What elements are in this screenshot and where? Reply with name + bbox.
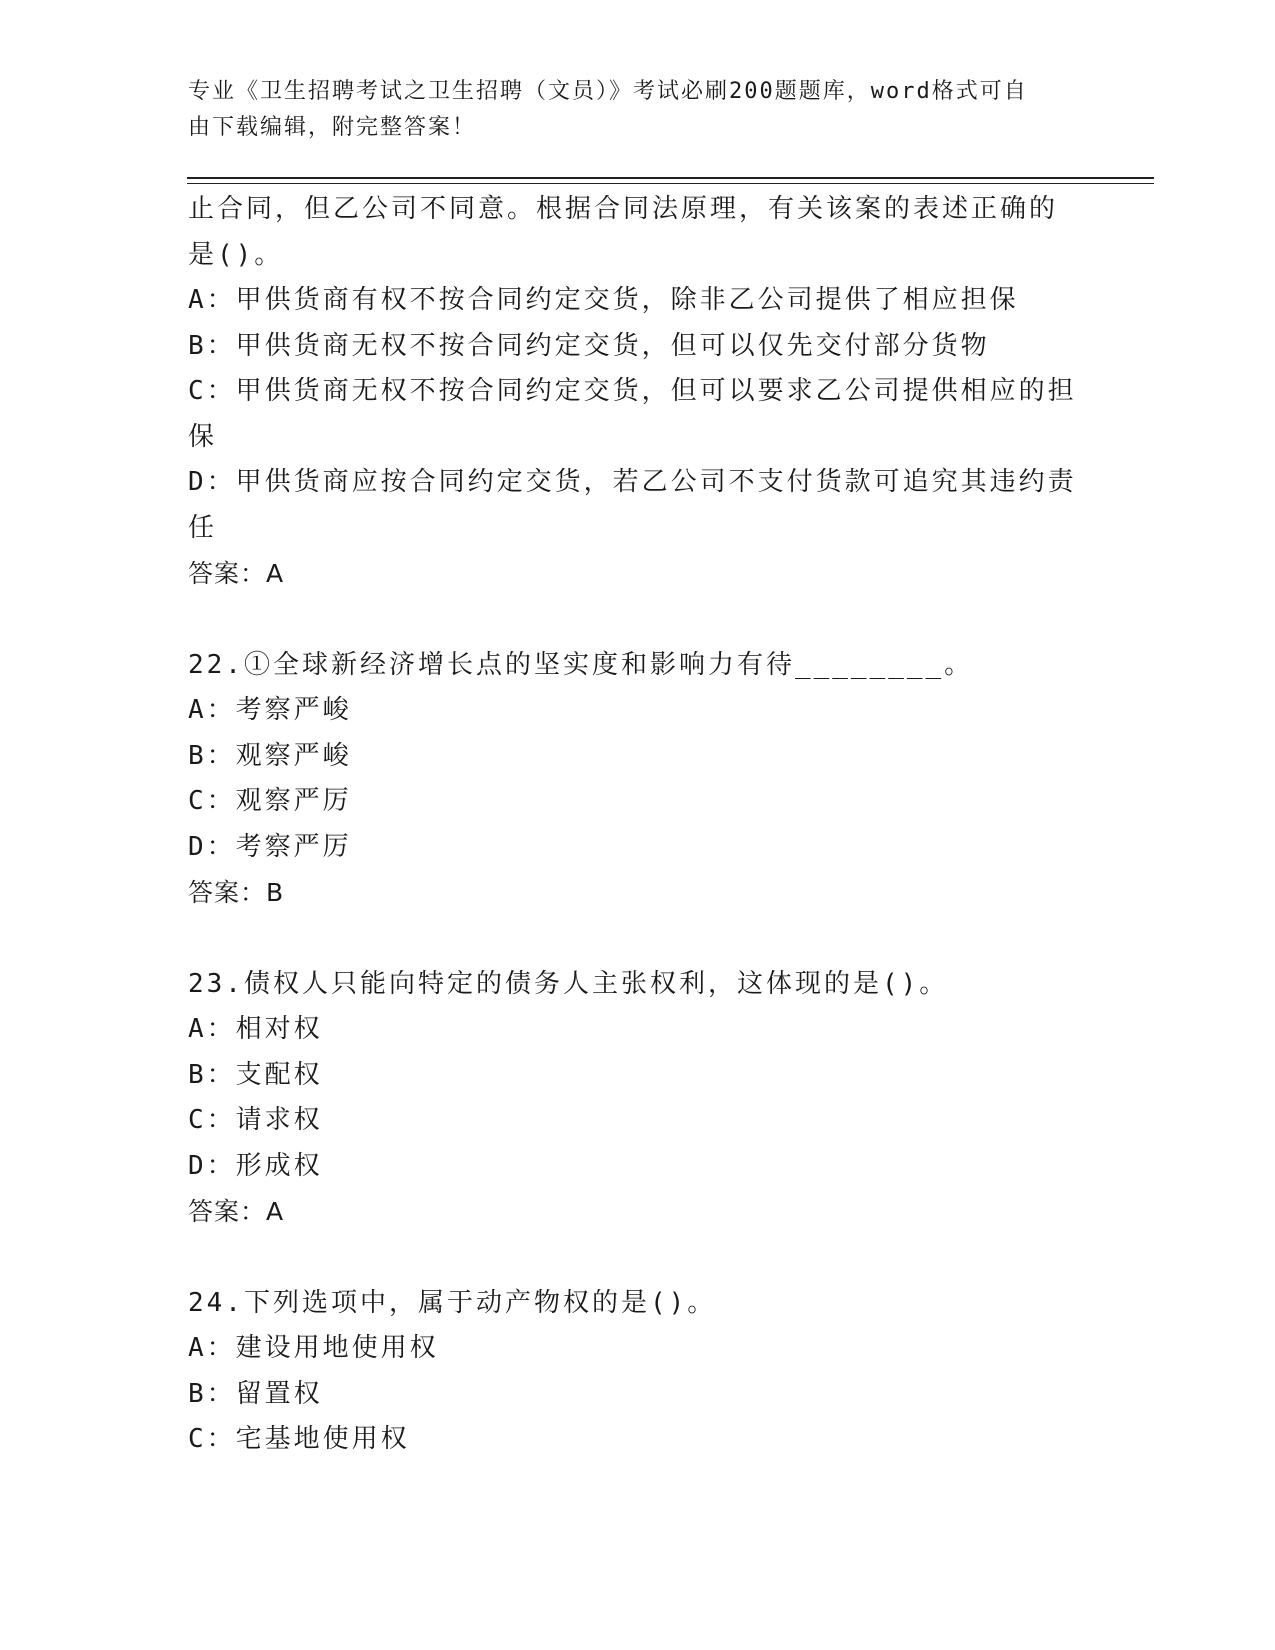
option-a: A：考察严峻: [188, 695, 352, 725]
option-a: A：相对权: [188, 1014, 323, 1044]
question-23: [188, 962, 1078, 1235]
option-a: A：甲供货商有权不按合同约定交货，除非乙公司提供了相应担保: [188, 285, 1019, 315]
header-line-2: 由下载编辑，附完整答案！: [188, 115, 477, 140]
option-d: D：甲供货商应按合同约定交货，若乙公司不支付货款可追究其违约责: [188, 467, 1077, 497]
question-stem: 23.债权人只能向特定的债务人主张权利，这体现的是()。: [188, 968, 949, 999]
document-body: [188, 187, 1078, 1463]
option-a: A：建设用地使用权: [188, 1333, 439, 1363]
spacer: [188, 597, 1078, 643]
option-c: C：观察严厉: [188, 786, 352, 816]
question-stem: 是()。: [188, 239, 284, 270]
option-c: C：甲供货商无权不按合同约定交货，但可以要求乙公司提供相应的担: [188, 376, 1077, 406]
option-c-continued: 保: [188, 421, 218, 452]
option-b: B：留置权: [188, 1378, 323, 1409]
answer-line: 答案：A: [188, 1197, 285, 1226]
option-c: C：宅基地使用权: [188, 1424, 410, 1454]
header-divider: [187, 177, 1154, 184]
option-b: B：甲供货商无权不按合同约定交货，但可以仅先交付部分货物: [188, 330, 990, 361]
option-d: D：考察严厉: [188, 831, 352, 862]
header-line-1: 专业《卫生招聘考试之卫生招聘（文员）》考试必刷200题题库，word格式可自: [188, 79, 1028, 104]
option-c: C：请求权: [188, 1105, 323, 1135]
question-24: [188, 1281, 1078, 1463]
option-d-continued: 任: [188, 512, 218, 543]
question-stem: 24.下列选项中，属于动产物权的是()。: [188, 1287, 717, 1318]
question-22: [188, 643, 1078, 916]
question-stem: 止合同，但乙公司不同意。根据合同法原理，有关该案的表述正确的: [188, 194, 1059, 224]
answer-line: 答案：B: [188, 878, 285, 907]
question-21: [188, 187, 1078, 597]
page-header: [188, 74, 1068, 146]
answer-line: 答案：A: [188, 559, 285, 588]
spacer: [188, 916, 1078, 962]
option-b: B：观察严峻: [188, 740, 352, 771]
option-b: B：支配权: [188, 1059, 323, 1090]
spacer: [188, 1235, 1078, 1281]
question-stem: 22.①全球新经济增长点的坚实度和影响力有待________。: [188, 649, 974, 680]
option-d: D：形成权: [188, 1150, 323, 1181]
